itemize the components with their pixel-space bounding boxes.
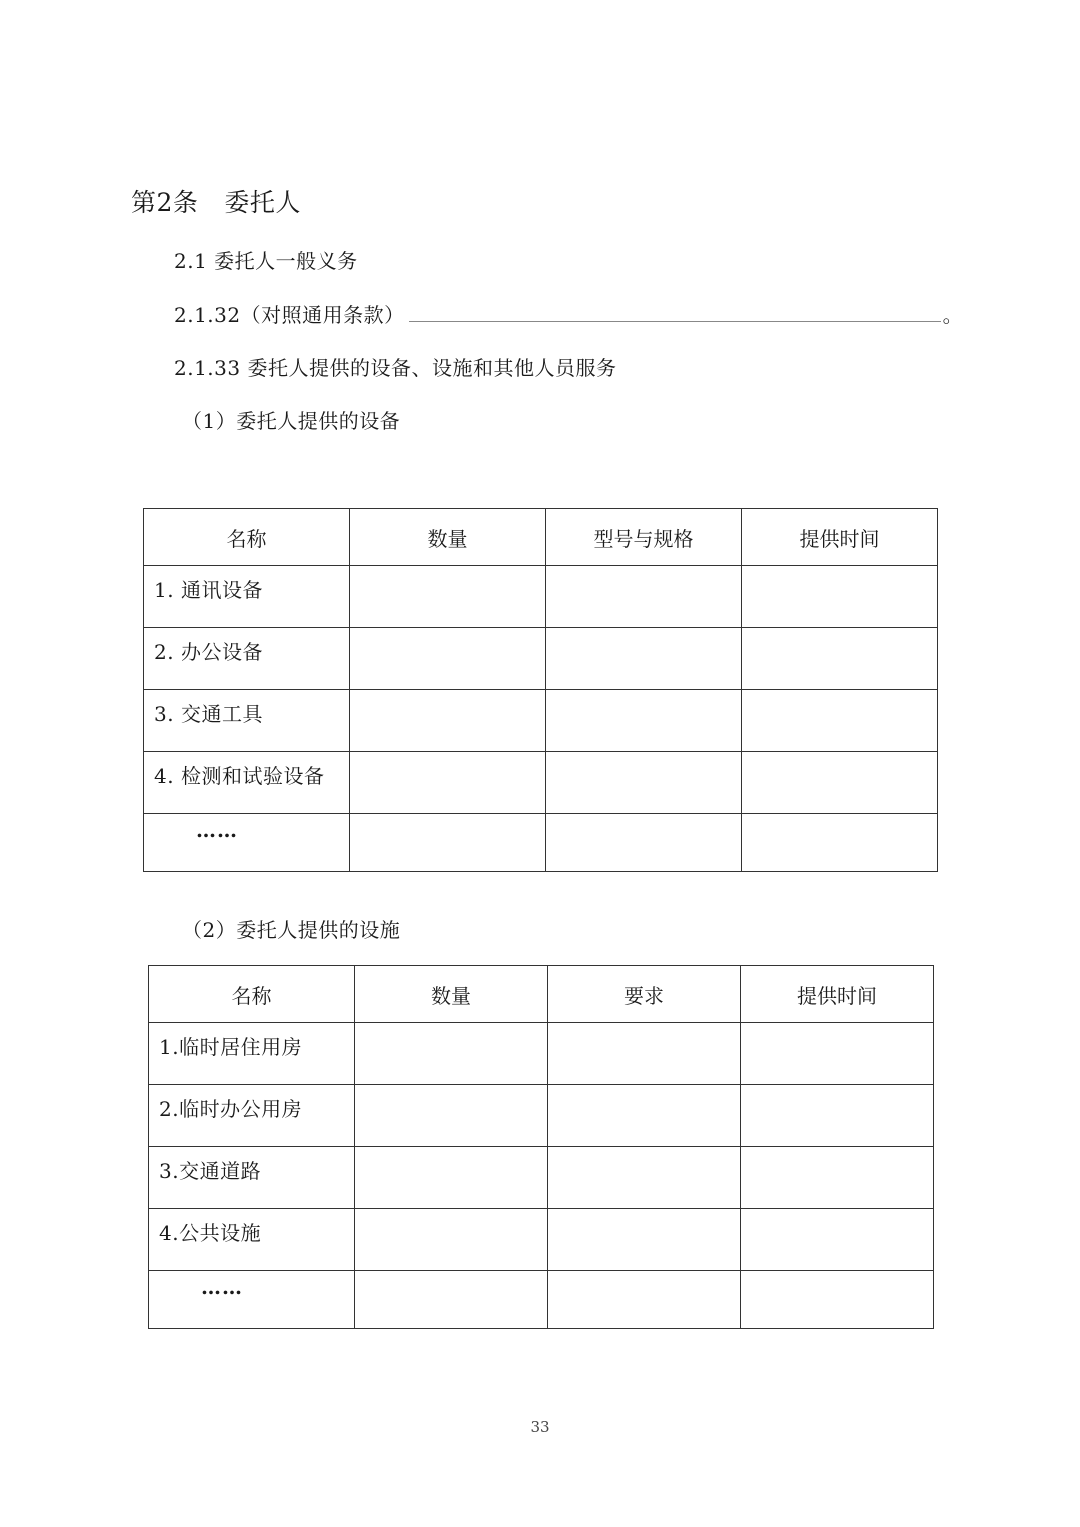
article-heading	[131, 183, 301, 219]
facilities-table	[148, 965, 934, 1329]
time-cell[interactable]	[742, 566, 938, 628]
row-name: 2.临时办公用房	[149, 1085, 355, 1147]
requirement-cell[interactable]	[548, 1085, 741, 1147]
fill-in-blank-line[interactable]	[409, 307, 941, 322]
header-quantity: 数量	[350, 509, 546, 566]
table-row	[144, 752, 938, 814]
quantity-cell[interactable]	[355, 1209, 548, 1271]
requirement-cell[interactable]	[548, 1271, 741, 1329]
row-name: 2. 办公设备	[144, 628, 350, 690]
quantity-cell[interactable]	[355, 1023, 548, 1085]
time-cell[interactable]	[741, 1271, 934, 1329]
time-cell[interactable]	[742, 628, 938, 690]
header-quantity: 数量	[355, 966, 548, 1023]
quantity-cell[interactable]	[350, 814, 546, 872]
quantity-cell[interactable]	[350, 752, 546, 814]
clause-2-1: 2.1 委托人一般义务	[174, 249, 358, 273]
article-title: 委托人	[224, 188, 301, 217]
spec-cell[interactable]	[546, 814, 742, 872]
equipment-table	[143, 508, 938, 872]
page-number: 33	[530, 1418, 550, 1436]
header-provide-time: 提供时间	[742, 509, 938, 566]
table-header-row	[149, 966, 934, 1023]
row-name: 3. 交通工具	[144, 690, 350, 752]
table-row	[149, 1147, 934, 1209]
row-name: 4. 检测和试验设备	[144, 752, 350, 814]
requirement-cell[interactable]	[548, 1147, 741, 1209]
row-name: 4.公共设施	[149, 1209, 355, 1271]
article-label: 第2条	[131, 188, 199, 217]
sub-heading-equipment: （1）委托人提供的设备	[182, 409, 401, 433]
table-row	[149, 1209, 934, 1271]
spec-cell[interactable]	[546, 752, 742, 814]
table-row	[144, 628, 938, 690]
table-row	[144, 814, 938, 872]
clause-2-1-32-prefix: 2.1.32（对照通用条款）	[174, 303, 405, 327]
spec-cell[interactable]	[546, 566, 742, 628]
header-provide-time: 提供时间	[741, 966, 934, 1023]
quantity-cell[interactable]	[355, 1085, 548, 1147]
quantity-cell[interactable]	[355, 1147, 548, 1209]
spec-cell[interactable]	[546, 628, 742, 690]
clause-2-1-32	[174, 299, 963, 328]
time-cell[interactable]	[742, 752, 938, 814]
requirement-cell[interactable]	[548, 1209, 741, 1271]
row-name: 1. 通讯设备	[144, 566, 350, 628]
row-name-ellipsis: ……	[144, 814, 350, 872]
clause-2-1-33: 2.1.33 委托人提供的设备、设施和其他人员服务	[174, 356, 617, 380]
row-name: 3.交通道路	[149, 1147, 355, 1209]
quantity-cell[interactable]	[350, 690, 546, 752]
header-name: 名称	[149, 966, 355, 1023]
header-name: 名称	[144, 509, 350, 566]
time-cell[interactable]	[741, 1147, 934, 1209]
time-cell[interactable]	[742, 690, 938, 752]
table-row	[149, 1023, 934, 1085]
spec-cell[interactable]	[546, 690, 742, 752]
header-requirement: 要求	[548, 966, 741, 1023]
sub-heading-facilities: （2）委托人提供的设施	[182, 918, 401, 942]
time-cell[interactable]	[742, 814, 938, 872]
clause-2-1-32-suffix: 。	[942, 303, 964, 327]
table-row	[149, 1271, 934, 1329]
table-row	[144, 566, 938, 628]
row-name: 1.临时居住用房	[149, 1023, 355, 1085]
quantity-cell[interactable]	[350, 566, 546, 628]
header-model-spec: 型号与规格	[546, 509, 742, 566]
time-cell[interactable]	[741, 1085, 934, 1147]
table-row	[149, 1085, 934, 1147]
time-cell[interactable]	[741, 1209, 934, 1271]
quantity-cell[interactable]	[355, 1271, 548, 1329]
time-cell[interactable]	[741, 1023, 934, 1085]
table-row	[144, 690, 938, 752]
table-header-row	[144, 509, 938, 566]
row-name-ellipsis: ……	[149, 1271, 355, 1329]
quantity-cell[interactable]	[350, 628, 546, 690]
requirement-cell[interactable]	[548, 1023, 741, 1085]
